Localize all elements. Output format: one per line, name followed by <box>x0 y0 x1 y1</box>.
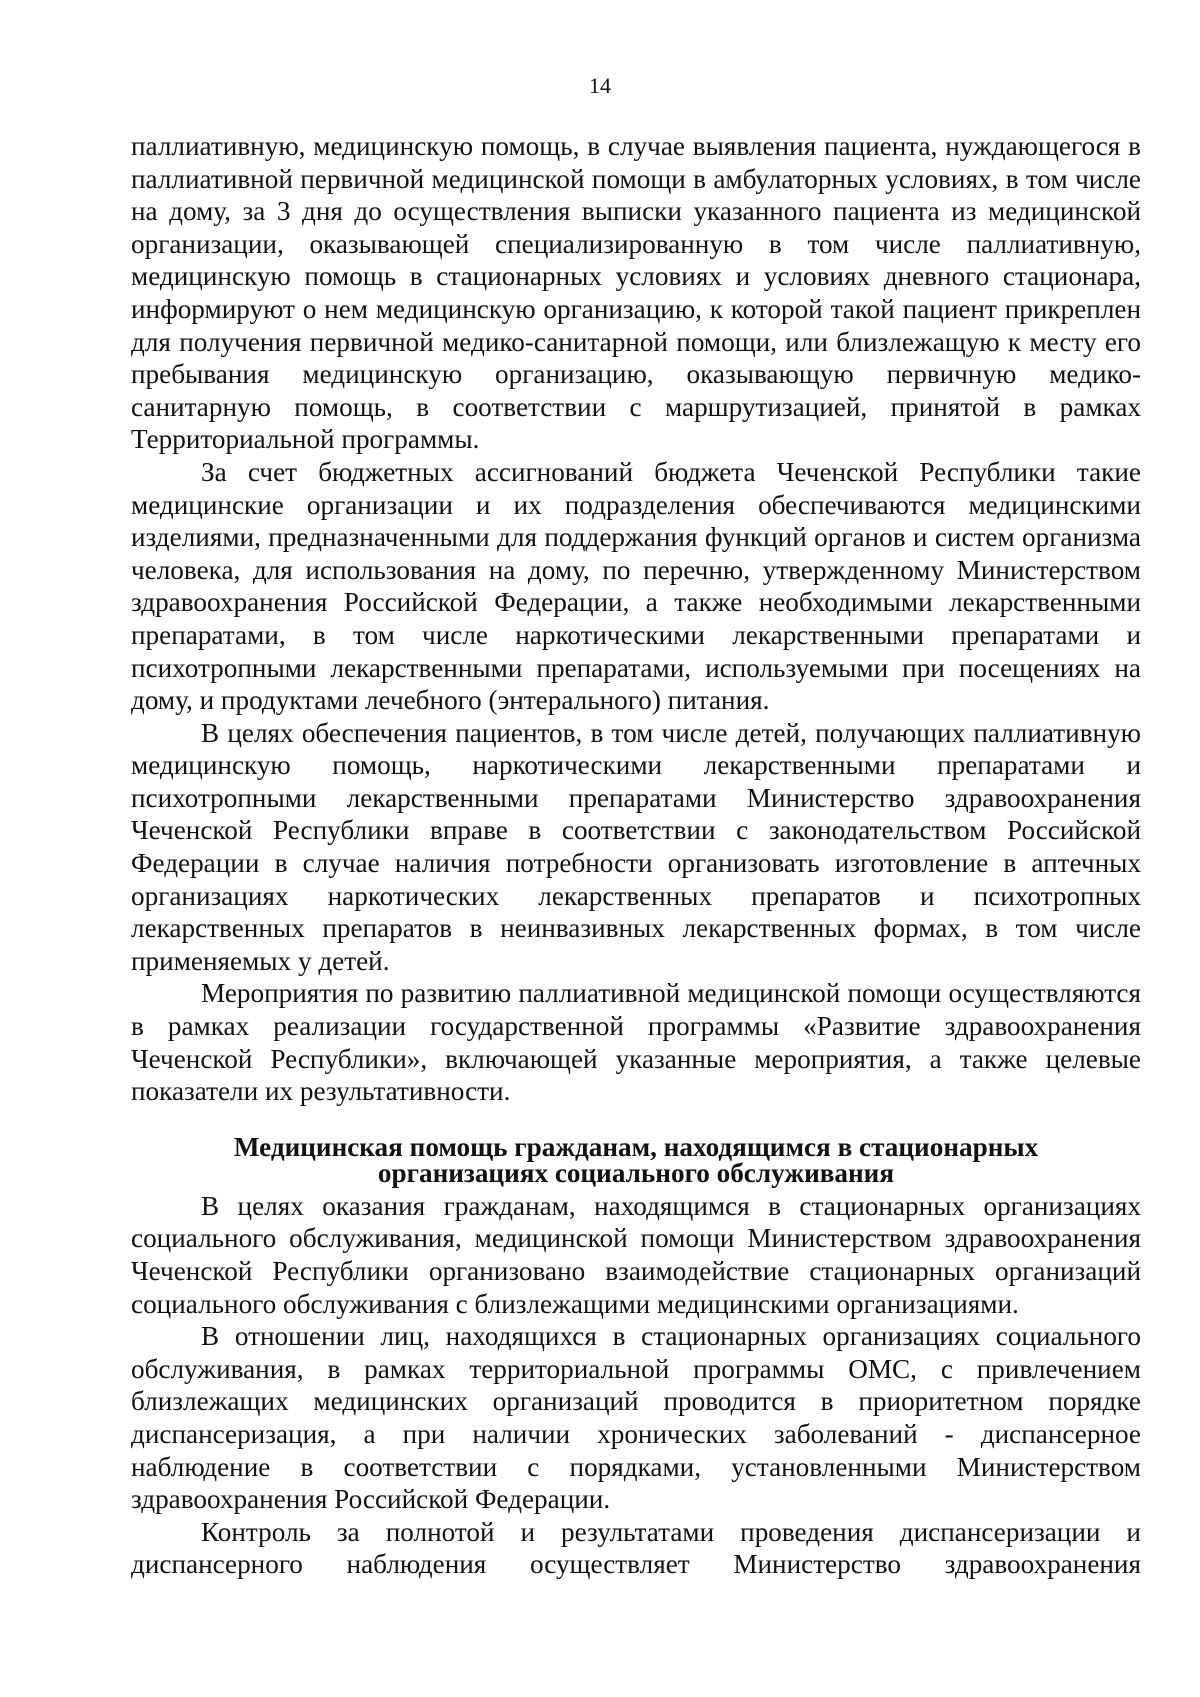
page-number: 14 <box>589 73 611 98</box>
section-heading-line-2: организациях социального обслуживания <box>377 1157 895 1188</box>
section-heading-line-1: Медицинская помощь гражданам, находящимся в стационарных <box>233 1131 1039 1162</box>
paragraph-dispensary: В отношении лиц, находящихся в стационарных организациях социального обслуживания, в рамках территориальной программы ОМС, с привлечением близлежащих медицинских организаций проводится в приоритетном порядке диспансеризация, а при наличии хронических заболеваний - диспансерное наблюдение в соответствии с порядками, установленными Министерством здравоохранения Российской Федерации. <box>131 1321 1141 1515</box>
document-body <box>131 130 1141 1581</box>
paragraph-social-interaction: В целях оказания гражданам, находящимся в стационарных организациях социального обслуживания, медицинской помощи Министерством здравоохранения Чеченской Республики организовано взаимодействие стационарных организаций социального обслуживания с близлежащими медицинскими организациями. <box>131 1190 1141 1319</box>
paragraph-palliative-discharge: паллиативную, медицинскую помощь, в случае выявления пациента, нуждающегося в паллиативной первичной медицинской помощи в амбулаторных условиях, в том числе на дому, за 3 дня до осуществления выписки указанного пациента из медицинской организации, оказывающей специализированную в том числе паллиативную, медицинскую помощь в стационарных условиях и условиях дневного стационара, информируют о нем медицинскую организацию, к которой такой пациент прикреплен для получения первичной медико-санитарной помощи, или близлежащую к месту его пребывания медицинскую организацию, оказывающую первичную медико-санитарную помощь, в соответствии с маршрутизацией, принятой в рамках Территориальной программы. <box>131 131 1141 455</box>
paragraph-narcotic-drugs: В целях обеспечения пациентов, в том числе детей, получающих паллиативную медицинскую помощь, наркотическими лекарственными препаратами и психотропными лекарственными препаратами Министерство здравоохранения Чеченской Республики вправе в соответствии с законодательством Российской Федерации в случае наличия потребности организовать изготовление в аптечных организациях наркотических лекарственных препаратов и психотропных лекарственных препаратов в неинвазивных лекарственных формах, в том числе применяемых у детей. <box>131 717 1141 976</box>
paragraph-budget-funding: За счет бюджетных ассигнований бюджета Чеченской Республики такие медицинские организации и их подразделения обеспечиваются медицинскими изделиями, предназначенными для поддержания функций органов и систем организма человека, для использования на дому, по перечню, утвержденному Министерством здравоохранения Российской Федерации, а также необходимыми лекарственными препаратами, в том числе наркотическими лекарственными препаратами и психотропными лекарственными препаратами, используемыми при посещениях на дому, и продуктами лечебного (энтерального) питания. <box>131 456 1141 716</box>
paragraph-control: Контроль за полнотой и результатами проведения диспансеризации и диспансерного наблюдения осуществляет Министерство здравоохранения <box>131 1516 1141 1580</box>
paragraph-state-program: Мероприятия по развитию паллиативной медицинской помощи осуществляются в рамках реализации государственной программы «Развитие здравоохранения Чеченской Республики», включающей указанные мероприятия, а также целевые показатели их результативности. <box>131 978 1141 1107</box>
section-heading <box>131 1131 1141 1188</box>
